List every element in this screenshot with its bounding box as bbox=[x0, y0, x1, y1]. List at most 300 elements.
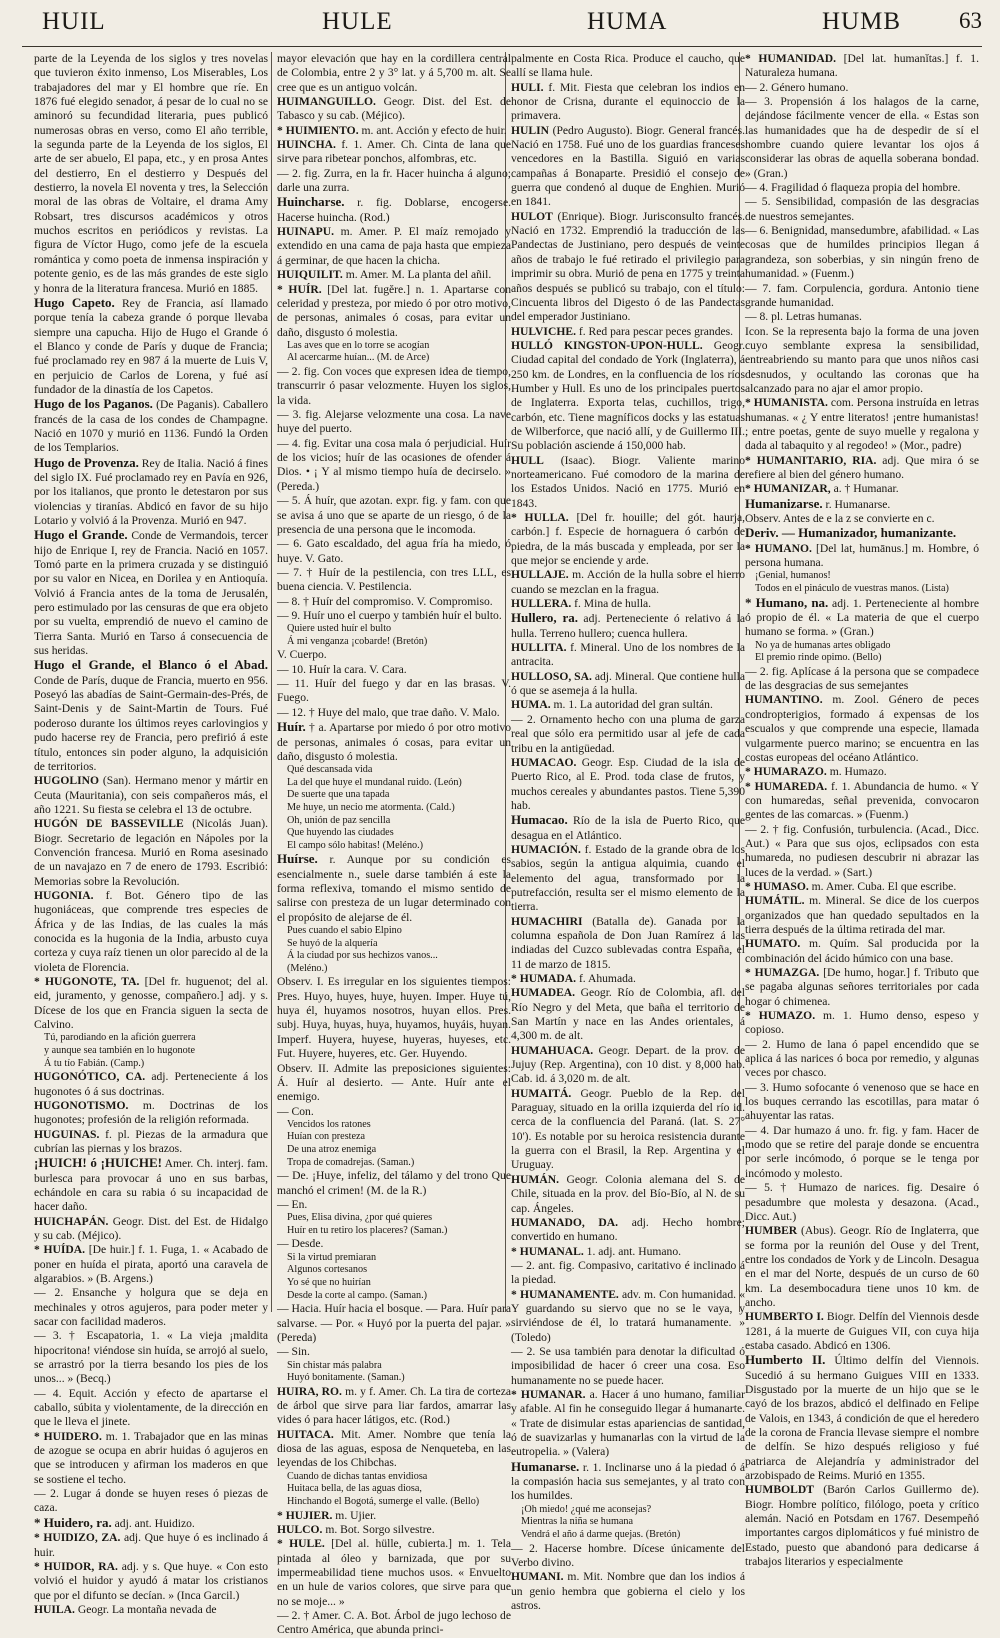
dictionary-entry bbox=[745, 596, 979, 640]
dictionary-entry bbox=[745, 310, 979, 324]
dictionary-entry bbox=[277, 1609, 511, 1638]
headword: HULI. bbox=[511, 80, 544, 94]
definition-text: m. Doctrinas de los hugonotes; profesión de la religión reformada. bbox=[34, 1098, 268, 1127]
dictionary-entry bbox=[34, 1156, 268, 1214]
headword: * HUMANITARIO, RIA. bbox=[745, 453, 877, 467]
definition-text: † a. Apartarse por miedo ó por otro motivo de personas, animales ó cosas, para evitar un daño, disgusto ó molestia. bbox=[277, 721, 511, 763]
definition-text: — En. bbox=[277, 1197, 308, 1211]
definition-text: — 2. Género humano. bbox=[745, 80, 849, 94]
dictionary-entry bbox=[745, 482, 979, 496]
dictionary-entry bbox=[511, 1216, 745, 1245]
definition-text: m. Mit. Nombre que dan los indios á un genio hembra que gobierna el cielo y los astros. bbox=[511, 1570, 745, 1612]
definition-text: — 2. Se usa también para denotar la dificultad ó imposibilidad de hacer ó creer una cosa. Eso humanamente no se puede hacer. bbox=[511, 1344, 745, 1387]
definition-text: — 12. † Huye del malo, que trae daño. V. Malo. bbox=[277, 705, 500, 719]
headword: * HUIDIZO, ZA. bbox=[34, 1531, 121, 1545]
headword: * HUMANAL. bbox=[511, 1244, 584, 1258]
dictionary-entry bbox=[277, 268, 511, 282]
quotation: No ya de humanas artes obligado El premio rinde opimo. (Bello) bbox=[755, 639, 891, 664]
headword: * HUMARAZO. bbox=[745, 765, 827, 779]
definition-text: — 3. fig. Alejarse velozmente una cosa. La nave huye del puerto. bbox=[277, 408, 511, 436]
headword: HUIQUILIT. bbox=[277, 268, 343, 282]
definition-text: m. Mineral. Se dice de los cuerpos organizados que han quedado sepultados en la tierra después de la última retirada del mar. bbox=[745, 894, 979, 936]
headword: HUINAPU. bbox=[277, 225, 335, 239]
dictionary-entry bbox=[745, 1310, 979, 1353]
definition-text: — 7. fam. Corpulencia, gordura. Antonio tiene grande humanidad. bbox=[745, 281, 979, 309]
definition-text: m. Humazo. bbox=[826, 765, 887, 779]
headword: Humanizarse. bbox=[745, 495, 823, 511]
headword: ¡HUICH! ó ¡HUICHE! bbox=[34, 1155, 162, 1171]
dictionary-entry bbox=[277, 1237, 511, 1251]
headword: * Huidero, ra. bbox=[34, 1514, 112, 1530]
dictionary-entry bbox=[511, 124, 745, 210]
dictionary-entry bbox=[277, 195, 511, 225]
headword: HULL bbox=[511, 453, 544, 467]
dictionary-entry bbox=[745, 181, 979, 195]
headword: HUIMANGUILLO. bbox=[277, 95, 376, 109]
definition-text: — Sin. bbox=[277, 1345, 310, 1359]
headword: HUGONOTISMO. bbox=[34, 1098, 129, 1112]
definition-text: — 3. Humo sofocante ó venenoso que se hace en los buques cerrando las escotillas, para matar ó ahuyentar las ratas. bbox=[745, 1080, 979, 1123]
definition-text: — 2. fig. Aplícase á la persona que se compadece de las desgracias de sus semejantes bbox=[745, 664, 979, 693]
definition-text: palmente en Costa Rica. Produce el caucho, que allí se llama hule. bbox=[511, 52, 745, 80]
definition-text: r. Humanarse. bbox=[822, 497, 891, 511]
dictionary-entry bbox=[745, 224, 979, 281]
dictionary-entry bbox=[34, 1286, 268, 1329]
dictionary-entry bbox=[277, 138, 511, 167]
dictionary-entry bbox=[511, 52, 745, 81]
definition-text: m. Acción de la hulla sobre el hierro cuando se mezclan en la fragua. bbox=[511, 568, 745, 596]
headword: Hugo de Provenza. bbox=[34, 454, 139, 470]
dictionary-entry bbox=[277, 975, 511, 1061]
definition-text: Conde de París, duque de Francia, muerto en 956. Poseyó las abadías de Saint-Germain-des-Prés, de Saint-Denis y de Saint-Martin de Tours. Fué poderoso durante los últimos reyes carlovingios y pudo hacerse rey de Francia, pero prefirió á este título, entonces sin poder alguno, la adquisición de territorios. bbox=[34, 673, 268, 773]
headword: Hugo de los Paganos. bbox=[34, 396, 153, 412]
dictionary-entry bbox=[745, 1353, 979, 1483]
definition-text: adv. m. Con humanidad. « Y guardando su siervo que no se le vaya, y sirviéndose de él, lo tratará humanamente. » (Toledo) bbox=[511, 1287, 745, 1344]
dictionary-entry bbox=[277, 167, 511, 196]
definition-text: f. 1. Amer. Ch. Cinta de lana que sirve para ribetear ponchos, alfombras, etc. bbox=[277, 138, 511, 166]
guide-word-4: HUMB bbox=[822, 8, 902, 35]
definition-text: Icon. Se la representa bajo la forma de una joven cuyo semblante expresa la sensibilidad, entreabriendo su manto para que unos niños casi desnudos, y ocultando las coronas que ha alcanzado para no ajar el amor propio. bbox=[745, 324, 979, 395]
quotation: Las aves que en lo torre se acogían Al acercarme huían... (M. de Arce) bbox=[287, 339, 430, 364]
headword: HUMANADO, DA. bbox=[511, 1215, 619, 1229]
dictionary-entry bbox=[511, 1460, 745, 1504]
definition-text: r. Aunque por su condición es esencialmente n., suele darse también á este la forma reflexiva, tomando el mismo sentido de salirse con presteza de un lugar determinado con el propósito de alejarse de él. bbox=[277, 853, 511, 924]
headword: * Humano, na. bbox=[745, 594, 829, 610]
dictionary-entry bbox=[277, 1509, 511, 1523]
dictionary-entry bbox=[745, 497, 979, 512]
headword: Huírse. bbox=[277, 851, 318, 867]
dictionary-entry bbox=[745, 1181, 979, 1224]
dictionary-entry bbox=[745, 1224, 979, 1310]
dictionary-entry bbox=[511, 915, 745, 972]
definition-text: — 8. pl. Letras humanas. bbox=[745, 310, 862, 324]
definition-text: f. 1. Abundancia de humo. « Y con humaredas, señal prevenida, convocaron gentes de las comarcas. » (Fuenm.) bbox=[745, 779, 980, 822]
guide-word-1: HUIL bbox=[42, 8, 106, 35]
dictionary-entry bbox=[277, 537, 511, 566]
dictionary-entry bbox=[277, 1105, 511, 1119]
quotation: ¡Genial, humanos! Todos en el pináculo de vuestras manos. (Lista) bbox=[755, 570, 949, 594]
headword: * HUMAZGA. bbox=[745, 966, 820, 979]
headword: HUGONÓTICO, CA. bbox=[34, 1070, 146, 1084]
dictionary-entry bbox=[277, 677, 511, 706]
definition-text: f. Mineral. Uno de los nombres de la antracita. bbox=[511, 641, 745, 669]
dictionary-entry bbox=[745, 823, 979, 880]
headword: Deriv. — Humanizador, humanizante. bbox=[745, 525, 957, 541]
definition-text: — 9. Huír uno el cuerpo y también huír el bulto. bbox=[277, 608, 502, 622]
definition-text: m. 1. Humo denso, espeso y copioso. bbox=[745, 1009, 979, 1037]
definition-text: f. Mina de hulla. bbox=[571, 597, 652, 611]
definition-text: — 2. Ensanche y holgura que se deja en mechinales y otros agujeros, para poder meter y sacar con facilidad maderos. bbox=[34, 1286, 268, 1328]
headword: HULLERA. bbox=[511, 597, 572, 611]
definition-text: Mit. Amer. Nombre que tenía la diosa de las aguas, esposa de Nenqueteba, en las leyendas de los Chibchas. bbox=[277, 1427, 511, 1470]
dictionary-entry bbox=[745, 81, 979, 95]
definition-text: — 4. Equit. Acción y efecto de apartarse el caballo, súbita y violentamente, de la dirección en que le lleva el jinete. bbox=[34, 1386, 268, 1429]
headword: HUMÁN. bbox=[511, 1172, 559, 1186]
definition-text: f. Bot. Género tipo de las hugoniáceas, que comprende tres especies de África y de las Indias, de las cuales la más conocida es la hugonia de la India, arbusto cuya corteza y cuya raíz tienen un olor parecido al de la violeta de Florencia. bbox=[34, 888, 268, 974]
headword: Humacao. bbox=[511, 812, 568, 828]
dictionary-entry bbox=[34, 528, 268, 658]
headword: HUMBERTO I. bbox=[745, 1310, 824, 1324]
dictionary-entry bbox=[277, 1428, 511, 1471]
definition-text: f. Ahumada. bbox=[576, 972, 636, 985]
headword: * HUÍR. bbox=[277, 282, 322, 296]
definition-text: m. 1. La autoridad del gran sultán. bbox=[550, 698, 713, 712]
definition-text: m. 1. Trabajador que en las minas de azogue se ocupa en abrir huidas ó agujeros en que se introducen y afirman los maderos en que se sostiene el techo. bbox=[34, 1429, 268, 1486]
dictionary-entry bbox=[34, 1531, 268, 1560]
dictionary-entry bbox=[277, 706, 511, 720]
dictionary-entry bbox=[745, 1081, 979, 1124]
headword: * HUGONOTE, TA. bbox=[34, 975, 140, 988]
definition-text: — Desde. bbox=[277, 1237, 324, 1251]
definition-text: [Del fr. huguenot; del al. eid, juramento, y genosse, compañero.] adj. y s. Dícese de los que en Francia siguen la secta de Calvino. bbox=[34, 975, 268, 1032]
dictionary-entry bbox=[277, 95, 511, 124]
dictionary-entry bbox=[511, 756, 745, 813]
definition-text: — 5. † Humazo de narices. fig. Desaire ó pesadumbre que molesta y desazona. (Acad., Dicc. Aut.) bbox=[745, 1181, 979, 1223]
column-divider bbox=[271, 52, 272, 1312]
dictionary-entry bbox=[277, 365, 511, 408]
guide-word-3: HUMA bbox=[587, 8, 668, 35]
headword: Huincharse. bbox=[277, 194, 345, 210]
dictionary-entry bbox=[34, 456, 268, 529]
dictionary-entry bbox=[745, 195, 979, 224]
headword: HULIN bbox=[511, 123, 550, 137]
definition-text: Geogr. Dist. del Est. de Tabasco y su cab. (Méjico). bbox=[277, 95, 511, 123]
dictionary-entry bbox=[745, 396, 979, 453]
definition-text: adj. 1. Perteneciente al hombre ó propio de él. « La materia de que el cuerpo humano se forma. » (Gran.) bbox=[745, 596, 979, 639]
quotation: Sin chistar más palabra Huyó bonitamente. (Saman.) bbox=[287, 1359, 405, 1384]
definition-text: — 2. † Amer. C. A. Bot. Árbol de jugo lechoso de Centro América, que abunda princi- bbox=[277, 1609, 511, 1637]
definition-text: — 11. Huír del fuego y dar en las brasas. V. Fuego. bbox=[277, 677, 511, 705]
definition-text: — 5. Sensibilidad, compasión de las desgracias de nuestros semejantes. bbox=[745, 195, 979, 223]
definition-text: m. Quím. Sal producida por la combinación del ácido húmico con una base. bbox=[745, 937, 979, 965]
dictionary-entry bbox=[511, 597, 745, 611]
dictionary-entry bbox=[745, 1483, 979, 1569]
dictionary-entry bbox=[745, 1038, 979, 1081]
dictionary-entry bbox=[745, 966, 979, 1009]
definition-text: — 2. Humo de lana ó papel encendido que se aplica á las narices ó boca por remedio, y algunas veces por chasco. bbox=[745, 1037, 979, 1080]
dictionary-entry bbox=[34, 397, 268, 455]
definition-text: com. Persona instruída en letras humanas. « ¿ Y entre literatos! ¡entre humanistas! ; entre poetas, gente de suyo muelle y regalona y dada al tabaquito y al regodeo! » (Mor., padre) bbox=[745, 396, 979, 453]
header-rule bbox=[22, 46, 982, 47]
headword: HUMAHUACA. bbox=[511, 1043, 594, 1057]
definition-text: f. pl. Piezas de la armadura que cubrían las piernas y los brazos. bbox=[34, 1127, 268, 1155]
column-1 bbox=[34, 52, 269, 1616]
guide-word-2: HULE bbox=[322, 8, 393, 35]
headword: HUMACIÓN. bbox=[511, 842, 581, 856]
dictionary-entry bbox=[511, 1388, 745, 1460]
headword: * HUMANAR. bbox=[511, 1387, 586, 1401]
quotation: Pues cuando el sabio Elpino Se huyó de la alquería Á la ciudad por sus hechizos vanos... (Meléno.) bbox=[287, 925, 438, 974]
dictionary-entry bbox=[277, 408, 511, 437]
dictionary-entry bbox=[511, 1345, 745, 1388]
dictionary-entry bbox=[745, 325, 979, 397]
definition-text: parte de la Leyenda de los siglos y tres novelas que tuvieron éxito inmenso, Los Miserables, Los trabajadores del mar y El hombre que ríe. En 1876 fué elegido senador, á pesar de lo cual no se aminoró su fecundidad literaria, pues publicó numerosas obras en verso, como El año terrible, la segunda parte de la Leyenda de los siglos, El arte de ser abuelo, El papa, etc., y en prosa Antes del destierro, En el destierro y Después del destierro, la novela El noventa y tres, la Selección moral de las obras de Voltaire, el drama Amy Robsart, tres discursos académicos y otros muchos escritos en periódicos y revistas. La figura de Víctor Hugo, como jefe de la escuela romántica y como poeta de inmensa inspiración y potente genio, es de las más grandes de este siglo y honra de la literatura francesa. Murió en 1885. bbox=[34, 52, 268, 295]
headword: HUMÁTIL. bbox=[745, 894, 805, 908]
dictionary-entry bbox=[277, 494, 511, 537]
definition-text: Geogr. Ciudad capital del condado de York (Inglaterra), á 250 km. de Londres, en la confluencia de los ríos Humber y Hull. Es uno de los principales puertos de Inglaterra. Exporta telas, cuchillos, trigo, carbón, etc. Tiene magníficos docks y las estatuas de Wilberforce, que nació allí, y de Guillermo III. Su población asciende á 150,000 hab. bbox=[511, 338, 745, 453]
definition-text: Observ. II. Admite las preposiciones siguientes: Á. Huír al desierto. — Ante. Huír ante el enemigo. bbox=[277, 1061, 511, 1104]
dictionary-entry bbox=[511, 339, 745, 454]
headword: HUMANI. bbox=[511, 1570, 564, 1584]
definition-text: — 3. Propensión á los halagos de la carne, dejándose fácilmente vencer de ella. « Estas son las humanidades que ha de despedir de sí el hombre cuando quiere levantar los ojos á considerar las obras de aquella soberana bondad. » (Gran.) bbox=[745, 95, 979, 180]
dictionary-entry bbox=[511, 325, 745, 339]
page-number: 63 bbox=[959, 8, 982, 33]
dictionary-entry bbox=[511, 511, 745, 568]
definition-text: adj. Que huye ó es inclinado á huir. bbox=[34, 1531, 268, 1559]
headword: HUMBER bbox=[745, 1224, 798, 1238]
dictionary-entry bbox=[511, 813, 745, 843]
dictionary-entry bbox=[745, 512, 979, 526]
definition-text: — 2. ant. fig. Compasivo, caritativo é inclinado á la piedad. bbox=[511, 1258, 745, 1287]
dictionary-entry bbox=[34, 975, 268, 1032]
headword: * HUMANIZAR, bbox=[745, 482, 831, 496]
dictionary-entry bbox=[277, 124, 511, 138]
definition-text: (Nicolás Juan). Biogr. Secretario de legación en Nápoles por la Convención francesa. Murió en Roma asesinado de un navajazo en 7 de enero de 1793. Escribió: Memorias sobre la Revolución. bbox=[34, 817, 268, 888]
headword: HUIRA, RO. bbox=[277, 1384, 342, 1398]
quotation: Si la virtud premiaran Algunos cortesanos Yo sé que no huirían Desde la corte al campo. (Saman.) bbox=[287, 1251, 428, 1301]
definition-text: Conde de Vermandois, tercer hijo de Enrique I, rey de Francia. Nació en 1057. Tomó parte en la primera cruzada y se distinguió por su valor en Nicea, en Dorilea y en Antioquía. Volvió á Francia antes de la toma de Jerusalén, pero estimulado por las censuras de que era objeto por su vuelta, emprendió de nuevo el camino de Tierra Santa. Murió en Tarso á consecuencia de sus heridas. bbox=[34, 529, 268, 658]
definition-text: — 4. Fragilidad ó flaqueza propia del hombre. bbox=[745, 181, 961, 195]
dictionary-entry bbox=[277, 648, 511, 662]
dictionary-entry bbox=[277, 595, 511, 609]
headword: HUGUINAS. bbox=[34, 1127, 100, 1141]
definition-text: — Hacia. Huír hacia el bosque. — Para. Huír para salvarse. — Por. « Huyó por la puerta del pajar. » (Pereda) bbox=[277, 1302, 511, 1344]
dictionary-entry bbox=[511, 1259, 745, 1288]
dictionary-entry bbox=[277, 609, 511, 623]
dictionary-entry bbox=[511, 454, 745, 511]
dictionary-entry bbox=[511, 641, 745, 670]
dictionary-entry bbox=[511, 568, 745, 597]
definition-text: [De huir.] f. 1. Fuga, 1. « Acabado de poner en huída el pirata, aportó una caravela de algarabios. » (B. Argens.) bbox=[34, 1243, 269, 1285]
dictionary-entry bbox=[34, 1329, 268, 1386]
dictionary-entry bbox=[277, 1302, 511, 1345]
dictionary-entry bbox=[34, 658, 268, 774]
quotation: Vencidos los ratones Huían con presteza De una atroz enemiga Tropa de comadrejas. (Saman.) bbox=[287, 1118, 415, 1168]
headword: Huír. bbox=[277, 719, 306, 735]
dictionary-entry bbox=[34, 1487, 268, 1516]
dictionary-entry bbox=[277, 1537, 511, 1609]
definition-text: m. Zool. Género de peces condropterigios, formado á expensas de los escualos y que comprende una especie, llamada vulgarmente puerco marino; se encuentra en las costas europeas del océano Atlántico. bbox=[745, 693, 979, 764]
dictionary-entry bbox=[34, 1430, 268, 1487]
definition-text: — 6. Gato escaldado, del agua fría ha miedo, ó huye. V. Gato. bbox=[277, 537, 511, 565]
headword: * HUMAZO. bbox=[745, 1009, 816, 1023]
definition-text: Geogr. La montaña nevada de bbox=[74, 1602, 217, 1616]
definition-text: Observ. Antes de e la z se convierte en c. bbox=[745, 512, 935, 525]
headword: * HUMANO. bbox=[745, 541, 812, 555]
definition-text: — 2. fig. Con voces que expresen idea de tiempo, transcurrir ó pasar velozmente. Huyen los siglos, la vida. bbox=[277, 365, 511, 407]
definition-text: [Del lat. humanĭtas.] f. 1. Naturaleza humana. bbox=[745, 52, 979, 80]
dictionary-entry bbox=[511, 1087, 745, 1173]
dictionary-entry bbox=[511, 210, 745, 325]
dictionary-entry bbox=[34, 817, 268, 889]
dictionary-entry bbox=[511, 1570, 745, 1613]
definition-text: r. 1. Inclinarse uno á la piedad ó á la compasión hacia sus semejantes, y al trato con los humildes. bbox=[511, 1460, 745, 1503]
headword: HULCO. bbox=[277, 1522, 323, 1536]
column-4 bbox=[745, 52, 980, 1569]
headword: * HUMASO. bbox=[745, 879, 809, 893]
dictionary-entry bbox=[34, 1070, 268, 1099]
headword: HUMBOLDT bbox=[745, 1483, 814, 1497]
dictionary-entry bbox=[277, 566, 511, 595]
definition-text: m. Amer. Cuba. El que escribe. bbox=[808, 879, 957, 893]
definition-text: m. Amer. P. El maíz remojado y extendido en una cama de paja hasta que empieza á germinar, de que hacen la chicha. bbox=[277, 225, 511, 267]
dictionary-entry bbox=[277, 1169, 511, 1198]
definition-text: adj. y s. Que huye. « Con esto volvió el huidor y ayudó á matar los cristianos que por el difunto se decían. » (Inca Garcil.) bbox=[34, 1559, 268, 1602]
headword: Hugo Capeto. bbox=[34, 294, 115, 310]
headword: HULVICHE. bbox=[511, 324, 576, 338]
dictionary-entry bbox=[34, 889, 268, 975]
dictionary-entry bbox=[277, 1523, 511, 1537]
quotation: Pues, Elisa divina, ¿por qué quieres Huír en tu retiro los placeres? (Saman.) bbox=[287, 1212, 448, 1236]
definition-text: — 2. Ornamento hecho con una pluma de garza real que sólo era permitido usar al jefe de cada tribu en la antigüedad. bbox=[511, 712, 745, 755]
definition-text: — 10. Huír la cara. V. Cara. bbox=[277, 662, 407, 676]
dictionary-entry bbox=[34, 774, 268, 817]
headword: Humberto II. bbox=[745, 1352, 826, 1368]
definition-text: a. Hacer á uno humano, familiar y afable. Al fin he conseguido llegar á humanarte. « Trate de disimular estas apariencias de santidad, ó de suavizarlas y humanarlas con la virtud de la eutropelia. » (Valera) bbox=[511, 1387, 745, 1459]
headword: * HUMAREDA. bbox=[745, 779, 828, 793]
dictionary-entry bbox=[745, 454, 979, 483]
dictionary-entry bbox=[511, 1245, 745, 1259]
definition-text: (Pedro Augusto). Biogr. General francés. Nació en 1758. Fué uno de los guardias franceses vencedores en la Bastilla. Siguió en varias campañas á Bonaparte. Presidió el consejo de guerra que condenó al duque de Enghien. Murió en 1841. bbox=[511, 123, 745, 209]
definition-text: f. Estado de la grande obra de los sabios, según la antigua alquimia, cuando el elemento del agua, transformado por la putrefacción, resulta ser el mismo elemento de la tierra. bbox=[511, 842, 745, 914]
dictionary-entry bbox=[277, 1062, 511, 1105]
dictionary-entry bbox=[745, 894, 979, 937]
definition-text: adj. Perteneciente ó relativo á la hulla. Terreno hullero; cuenca hullera. bbox=[511, 612, 745, 640]
definition-text: m. Amer. M. La planta del añil. bbox=[342, 268, 492, 282]
definition-text: Amer. Ch. interj. fam. burlesca para provocar á uno en sus barbas, echándole en cara su rabia ó su incapacidad de hacer daño. bbox=[34, 1157, 269, 1214]
column-2 bbox=[277, 52, 512, 1637]
definition-text: Rey de Francia, así llamado porque tenía la cabeza grande ó porque llevaba siempre una capucha. Hijo de Hugo el Grande ó el Blanco y conde de París y duque de Francia; fué proclamado rey en 987 á la muerte de Luis V, en perjuicio de Carlos de Lorena, y fué así fundador de la dinastía de los Capetos. bbox=[34, 296, 269, 396]
headword: * HULLA. bbox=[511, 511, 569, 524]
definition-text: m. Ujier. bbox=[332, 1508, 377, 1522]
headword: * HUIDERO. bbox=[34, 1429, 102, 1443]
definition-text: r. fig. Doblarse, encogerse. Hacerse huincha. (Rod.) bbox=[277, 196, 511, 224]
headword: * HUIDOR, RA. bbox=[34, 1559, 118, 1573]
definition-text: — 6. Benignidad, mansedumbre, afabilidad. « Las cosas que de humildes principios llegan á grandeza, son soberbias, y sin ningún freno de humanidad. » (Fuenm.) bbox=[745, 224, 979, 281]
headword: * HULE. bbox=[277, 1537, 325, 1551]
definition-text: V. Cuerpo. bbox=[277, 648, 327, 662]
dictionary-entry bbox=[277, 1198, 511, 1212]
definition-text: adj. Perteneciente á los hugonotes ó á sus doctrinas. bbox=[34, 1070, 268, 1098]
definition-text: (Enrique). Biogr. Jurisconsulto francés. Nació en 1732. Emprendió la traducción de las Pandectas de Justiniano, pero después de veinte años de trabajo le fué retirado el privilegio para imprimir su obra. Murió de pena en 1775 y treinta años después se publicó su trabajo, con el título: Cincuenta libros del Digesto ó de las Pandectas del emperador Justiniano. bbox=[511, 209, 745, 324]
definition-text: Geogr. Río de Colombia, afl. del Río Negro y del Meta, que baña el territorio de San Martín y nace en las Andes orientales, á 4,300 m. de alt. bbox=[511, 986, 745, 1043]
definition-text: Rey de Italia. Nació á fines del siglo IX. Fué proclamado rey en Pavía en 926, por los italianos, que pronto le detestaron por sus violencias y tiranías. Abdicó en favor de su hijo Lotario y volvió á la Provenza. Murió en 947. bbox=[34, 456, 268, 527]
definition-text: Geogr. Pueblo de la Rep. del Paraguay, situado en la orilla izquierda del río id. cerca de la confluencia del Paraná. (lat. S. 27° 10'). Es notable por su heroica resistencia durante la guerra con el Brasil, la Rep. Argentina y el Uruguay. bbox=[511, 1086, 745, 1172]
definition-text: adj. Hecho hombre; convertido en humano. bbox=[511, 1215, 745, 1244]
dictionary-entry bbox=[34, 1099, 268, 1128]
dictionary-entry bbox=[34, 1215, 268, 1244]
dictionary-entry bbox=[511, 972, 745, 986]
definition-text: [De humo, hogar.] f. Tributo que se pagaba algunas señores territoriales por cada hogar ó chimenea. bbox=[745, 966, 979, 1008]
headword: * HUÍDA. bbox=[34, 1243, 86, 1257]
dictionary-entry bbox=[511, 81, 745, 124]
dictionary-entry bbox=[745, 1009, 979, 1038]
dictionary-entry bbox=[745, 780, 979, 823]
dictionary-entry bbox=[277, 852, 511, 925]
dictionary-entry bbox=[511, 1542, 745, 1571]
dictionary-entry bbox=[34, 1560, 268, 1603]
dictionary-entry bbox=[511, 1288, 745, 1345]
dictionary-entry bbox=[745, 665, 979, 694]
dictionary-entry bbox=[511, 1173, 745, 1216]
dictionary-entry bbox=[745, 937, 979, 966]
definition-text: (De Paganis). Caballero francés de la casa de los condes de Champagne. Nació en 1070 y murió en 1136. Fundó la Orden de los Templarios. bbox=[34, 398, 268, 455]
definition-text: (San). Hermano menor y mártir en Ceuta (Mauritania), con seis compañeros más, el año 1221. Su fiesta se celebra el 13 de octubre. bbox=[34, 774, 268, 816]
definition-text: — 2. fig. Zurra, en la fr. Hacer huincha á alguno; darle una zurra. bbox=[277, 166, 511, 195]
definition-text: (Barón Carlos Guillermo de). Biogr. Hombre político, filólogo, poeta y crítico alemán. Nació en Potsdam en 1767. Desempeñó importantes cargos diplomáticos y fué ministro de Estado, puesto que abandonó para dedicarse á trabajos literarios y especialmente bbox=[745, 1483, 979, 1569]
dictionary-entry bbox=[34, 1243, 268, 1286]
dictionary-entry bbox=[277, 225, 511, 268]
headword: HUICHAPÁN. bbox=[34, 1214, 109, 1228]
definition-text: (Batalla de). Ganada por la columna española de Don Juan Ramírez á las indiadas del Cuzco sublevadas contra España, el 11 de marzo de 1815. bbox=[511, 914, 745, 971]
definition-text: — Con. bbox=[277, 1104, 314, 1118]
headword: HUMATO. bbox=[745, 937, 801, 951]
definition-text: — 5. Á huír, que azotan. expr. fig. y fam. con que se avisa á uno que se aparte de un riesgo, ó de la presencia de una persona que le incomoda. bbox=[277, 494, 511, 536]
definition-text: — 4. fig. Evitar una cosa mala ó perjudicial. Huír de los vicios; huír de las ocasiones de ofender á Dios. • ¡ Y al mismo tiempo huía de decirselo. » (Pereda.) bbox=[277, 436, 511, 493]
definition-text: [Del fr. houille; del gót. haurja, carbón.] f. Especie de hornaguera ó carbón de piedra, de la más buscada y empleada, por ser la que mejor se enciende y arde. bbox=[511, 511, 745, 568]
definition-text: — 8. † Huír del compromiso. V. Compromiso. bbox=[277, 594, 493, 608]
dictionary-entry bbox=[745, 1124, 979, 1181]
definition-text: — De. ¡Huye, infeliz, del tálamo y del trono Que manchó el crimen! (M. de la R.) bbox=[277, 1169, 511, 1197]
headword: HUGOLINO bbox=[34, 774, 100, 788]
definition-text: m. Bot. Sorgo silvestre. bbox=[322, 1522, 435, 1536]
definition-text: adj. Que mira ó se refiere al bien del género humano. bbox=[745, 453, 979, 481]
definition-text: — 4. Dar humazo á uno. fr. fig. y fam. Hacer de modo que se retire del paraje donde se encuentra por serle incómodo, ó porque se le tenga por incómodo y molesto. bbox=[745, 1123, 979, 1180]
quotation: Quiere usted huír el bulto Á mi venganza ¡cobarde! (Bretón) bbox=[287, 623, 428, 647]
dictionary-entry bbox=[277, 1385, 511, 1428]
headword: * HUMANAMENTE. bbox=[511, 1287, 619, 1301]
definition-text: (Abus). Geogr. Río de Inglaterra, que se forma por la reunión del Ouse y del Trent, entre los condados de York y de Lincoln. Desagua en el mar del Norte, después de un curso de 60 km. La desembocadura tiene unos 10 km. de ancho. bbox=[745, 1224, 979, 1309]
dictionary-entry bbox=[34, 1603, 268, 1617]
definition-text: adj. ant. Huidizo. bbox=[111, 1516, 195, 1530]
definition-text: m. y f. Amer. Ch. La tira de corteza de árbol que sirve para liar fardos, amarrar las vides ó para hacer látigos, etc. (Rod.) bbox=[277, 1384, 511, 1427]
definition-text: m. ant. Acción y efecto de huir. bbox=[358, 123, 507, 137]
dictionary-entry bbox=[277, 52, 511, 95]
dictionary-entry bbox=[745, 765, 979, 779]
definition-text: — 7. † Huír de la pestilencia, con tres LLL, es buena ciencia. V. Pestilencia. bbox=[277, 565, 511, 594]
definition-text: Geogr. Esp. Ciudad de la isla de Puerto Rico, al E. Prod. toda clase de frutos, y muchos cereales y abundantes pastos. Tiene 5,390 hab. bbox=[511, 755, 745, 812]
headword: HULLAJE. bbox=[511, 568, 569, 582]
dictionary-entry bbox=[745, 880, 979, 894]
definition-text: 1. adj. ant. Humano. bbox=[583, 1244, 682, 1258]
dictionary-entry bbox=[511, 698, 745, 712]
quotation: Cuando de dichas tantas envidiosa Huitaca bella, de las aguas diosa, Hinchando el Bogotá, sumerge el valle. (Bello) bbox=[287, 1470, 480, 1507]
dictionary-entry bbox=[277, 663, 511, 677]
dictionary-entry bbox=[745, 282, 979, 311]
dictionary-entry bbox=[511, 843, 745, 915]
headword: * HUIMIENTO. bbox=[277, 123, 359, 137]
headword: Hugo el Grande, el Blanco ó el Abad. bbox=[34, 657, 268, 673]
